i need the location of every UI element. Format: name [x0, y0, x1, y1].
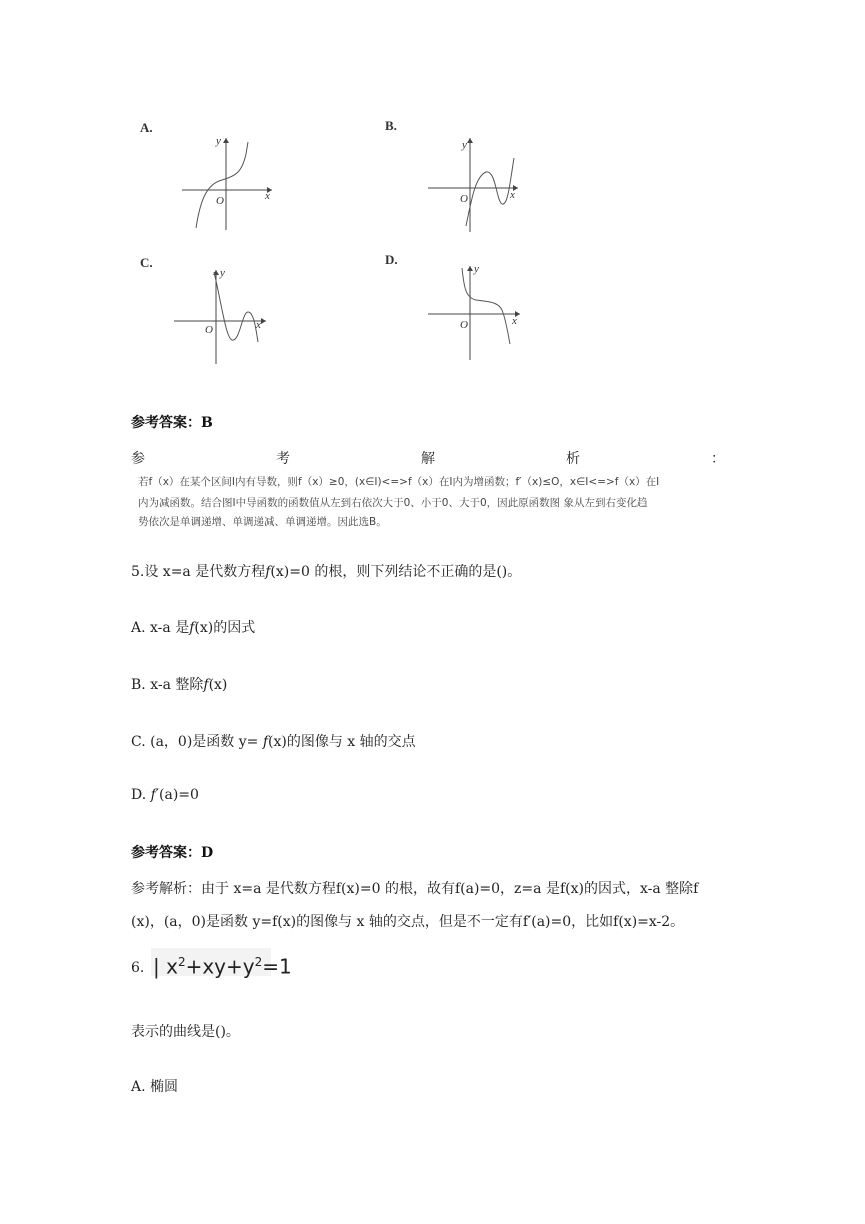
graph-d	[424, 262, 524, 362]
q5-option-d-suffix: ′(a)=0	[155, 787, 199, 803]
q5-option-b-fx: f	[203, 677, 209, 693]
graph-b-y-label: y	[462, 139, 467, 151]
q6-stem: 表示的曲线是()。	[131, 1024, 240, 1040]
q5-option-b-suffix: (x)	[208, 677, 228, 693]
q4-explanation-line-1: 若f（x）在某个区间I内有导数，则f（x）≥0，(x∈I)<=>f（x）在I内为增函数；f′（x)≤O，x∈I<=>f（x）在I	[138, 476, 660, 488]
q5-option-c	[131, 731, 416, 751]
graph-c-origin-label: O	[205, 324, 213, 336]
graph-b-x-label: x	[510, 189, 515, 201]
q5-option-a-fx: f	[189, 620, 195, 636]
q4-explanation-head-char-2: 考	[276, 451, 290, 467]
graph-a-y-label: y	[216, 135, 221, 147]
q5-explanation-line-1: 参考解析：由于 x=a 是代数方程f(x)=0 的根，故有f(a)=0，z=a 是f(x)的因式，x-a 整除f	[131, 881, 699, 897]
q6-option-a: A. 椭圆	[131, 1079, 179, 1095]
q5-option-d-prefix: D.	[131, 787, 151, 803]
q4-answer: 参考答案：B	[131, 415, 213, 431]
graph-d-y-label: y	[474, 263, 479, 275]
graph-c	[172, 266, 272, 366]
q4-explanation-head-char-1: 参	[131, 451, 145, 467]
graph-d-x-label: x	[512, 315, 517, 327]
q5-answer: 参考答案：D	[131, 845, 214, 861]
q5-option-c-prefix: C. (a，0)是函数 y=	[131, 734, 263, 750]
graph-a	[178, 132, 278, 232]
q5-stem-prefix: 5.设 x=a 是代数方程	[131, 564, 266, 580]
q4-explanation-heading	[131, 448, 725, 468]
graph-a-label: A.	[140, 120, 153, 135]
q5-option-a-suffix: (x)的因式	[194, 620, 256, 636]
graph-c-x-label: x	[256, 319, 261, 331]
q5-option-d-fx: f	[150, 787, 156, 803]
q6-formula-image: | $x^2+xy+y^2=1$	[151, 948, 271, 976]
q5-explanation-line-2: (x)，(a，0)是函数 y=f(x)的图像与 x 轴的交点，但是不一定有f′(a)=0，比如f(x)=x-2。	[131, 914, 685, 930]
graph-d-origin-label: O	[460, 319, 468, 331]
q4-explanation-line-3: 势依次是单调递增、单调递减、单调递增。因此选B。	[138, 516, 387, 528]
q4-explanation-head-char-5: ：	[711, 451, 725, 467]
q5-option-d	[131, 787, 199, 803]
graph-a-x-label: x	[265, 190, 270, 202]
q5-stem	[131, 561, 521, 581]
q6-number: 6.	[131, 960, 145, 976]
q4-explanation-head-char-4: 析	[566, 451, 580, 467]
q4-explanation-line-2: 内为减函数。结合图I中导函数的函数值从左到右依次大于0、小于0、大于0，因此原函数图 象从左到右变化趋	[138, 497, 648, 509]
graph-c-y-label: y	[220, 267, 225, 279]
q5-stem-fx: f	[265, 564, 271, 580]
q4-explanation-head-char-3: 解	[421, 451, 435, 467]
q5-option-b	[131, 674, 227, 694]
graph-d-label: D.	[385, 252, 398, 267]
q5-option-c-suffix: (x)的图像与 x 轴的交点	[268, 734, 416, 750]
graph-a-origin-label: O	[216, 195, 224, 207]
q5-stem-suffix: (x)=0 的根，则下列结论不正确的是()。	[270, 564, 522, 580]
graph-b-origin-label: O	[460, 193, 468, 205]
q5-option-b-prefix: B. x-a 整除	[131, 677, 204, 693]
graph-b	[424, 134, 524, 234]
graph-c-label: C.	[140, 255, 153, 270]
q5-option-a	[131, 617, 255, 637]
graph-b-label: B.	[385, 118, 397, 133]
q5-option-a-prefix: A. x-a 是	[131, 620, 190, 636]
q5-option-c-fx: f	[262, 734, 269, 750]
